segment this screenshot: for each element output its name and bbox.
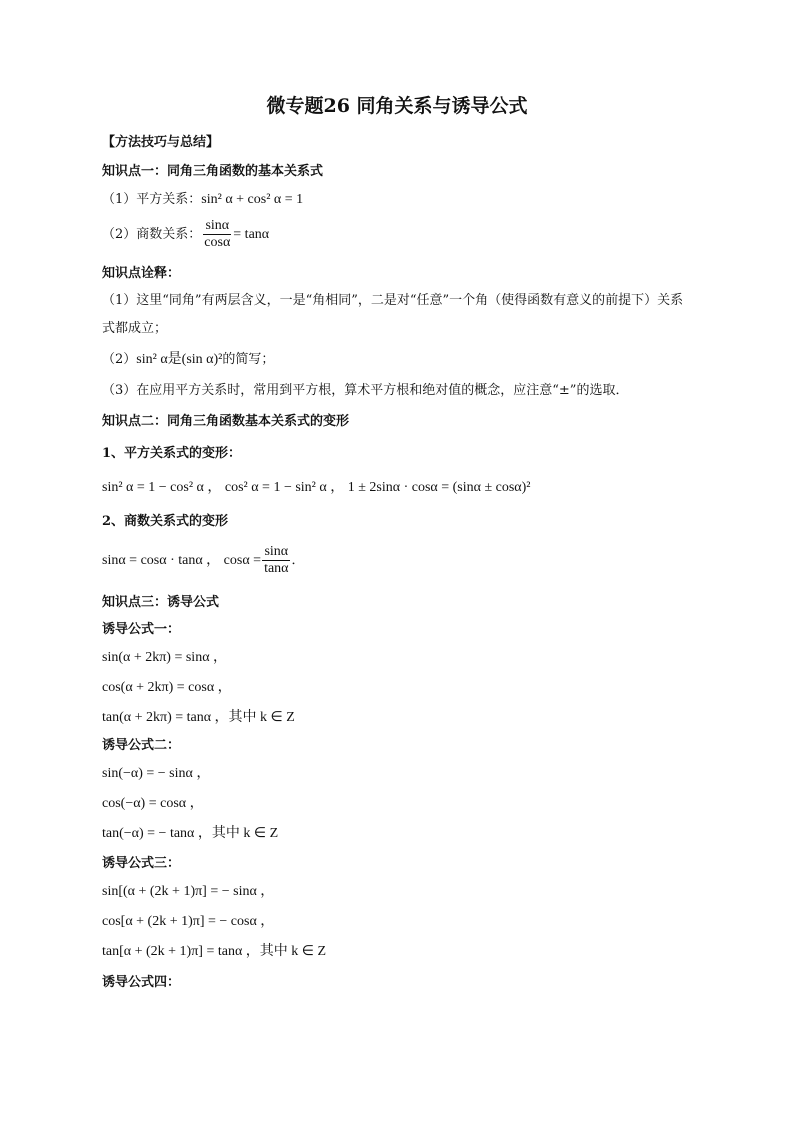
fraction-denominator: cosα <box>204 235 231 250</box>
formula-1-cos: cos(α + 2kπ) = cosα ， <box>102 680 232 695</box>
fraction-numerator: sinα <box>264 544 289 559</box>
formula-3-sin: sin[(α + (2k + 1)π] = − sinα ， <box>102 884 275 899</box>
square-relation-formula: sin² α + cos² α = 1 <box>201 192 304 207</box>
square-variation-formulas: sin² α = 1 − cos² α ， cos² α = 1 − sin² α ， 1 ± 2sinα · cosα = (sinα ± cosα)² <box>102 480 531 495</box>
explanation-2-formula: sin² α是(sin α)² <box>136 352 223 367</box>
quotient-variation-heading: 2、商数关系式的变形 <box>102 514 229 529</box>
quotient-relation <box>102 218 269 251</box>
formula-group-3-title: 诱导公式三： <box>102 856 181 871</box>
quotient-fraction <box>202 218 232 251</box>
formula-2-sin: sin(−α) = − sinα ， <box>102 766 211 781</box>
explanation-2-prefix: （2） <box>102 352 137 367</box>
quotient-variation-fraction <box>262 544 290 577</box>
formula-2-cos: cos(−α) = cosα ， <box>102 796 204 811</box>
fraction-numerator: sinα <box>205 218 230 233</box>
formula-1-tan: tan(α + 2kπ) = tanα ，其中 k ∈ Z <box>102 710 295 725</box>
fraction-denominator: tanα <box>264 561 289 576</box>
quotient-variation-lhs: sinα = cosα · tanα ， cosα = <box>102 553 262 568</box>
quotient-variation-formulas <box>102 544 305 577</box>
formula-3-tan: tan[α + (2k + 1)π] = tanα ，其中 k ∈ Z <box>102 944 327 959</box>
explanation-2-suffix: 的简写； <box>222 352 275 367</box>
explanation-1-line-1: （1）这里“同角”有两层含义，一是“角相同”，二是对“任意”一个角（使得函数有意义的前提下）关系 <box>102 293 684 308</box>
quotient-variation-end: ． <box>291 553 305 568</box>
square-variation-heading: 1、平方关系式的变形： <box>102 446 242 461</box>
formula-group-4-title: 诱导公式四： <box>102 975 181 990</box>
explanation-3: （3）在应用平方关系时，常用到平方根，算术平方根和绝对值的概念，应注意“±”的选取． <box>102 383 629 398</box>
quotient-rhs: = tanα <box>233 227 270 242</box>
page-title: 微专题26 同角关系与诱导公式 <box>266 95 528 117</box>
explanation-2 <box>102 351 274 369</box>
knowledge-point-2-heading: 知识点二：同角三角函数基本关系式的变形 <box>102 414 350 429</box>
formula-3-cos: cos[α + (2k + 1)π] = − cosα ， <box>102 914 275 929</box>
square-relation <box>102 191 303 209</box>
quotient-relation-label: （2）商数关系： <box>102 227 202 242</box>
section-heading: 【方法技巧与总结】 <box>102 135 220 150</box>
knowledge-point-1-heading: 知识点一：同角三角函数的基本关系式 <box>102 164 324 179</box>
formula-1-sin: sin(α + 2kπ) = sinα ， <box>102 650 228 665</box>
formula-2-tan: tan(−α) = − tanα ，其中 k ∈ Z <box>102 826 279 841</box>
explanation-heading: 知识点诠释： <box>102 266 181 281</box>
formula-group-1-title: 诱导公式一： <box>102 622 181 637</box>
square-relation-label: （1）平方关系： <box>102 192 202 207</box>
formula-group-2-title: 诱导公式二： <box>102 738 181 753</box>
explanation-1-line-2: 式都成立； <box>102 321 168 336</box>
knowledge-point-3-heading: 知识点三：诱导公式 <box>102 595 220 610</box>
